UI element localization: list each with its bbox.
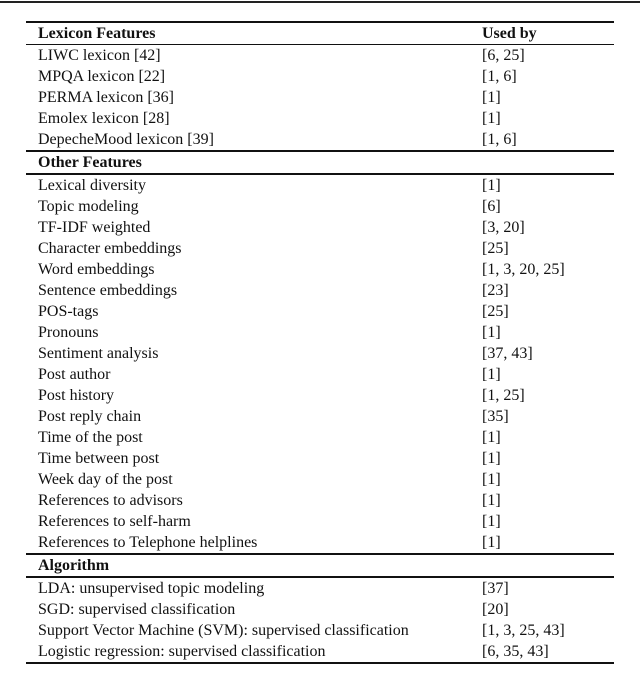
used-by-cell: [35] [482,408,509,425]
used-by-cell: [1] [482,429,501,446]
feature-cell: Post reply chain [38,408,142,425]
feature-cell: References to Telephone helplines [38,534,258,551]
feature-cell: Character embeddings [38,240,182,257]
used-by-cell: [1, 6] [482,131,517,148]
feature-cell: DepecheMood lexicon [39] [38,131,214,148]
used-by-cell: [6, 25] [482,47,525,64]
feature-cell: Time between post [38,450,160,467]
used-by-cell: [1] [482,450,501,467]
feature-cell: Topic modeling [38,198,139,215]
feature-cell: References to self-harm [38,513,191,530]
table-row [26,66,614,87]
table-row [26,45,614,66]
feature-cell: POS-tags [38,303,99,320]
used-by-cell: [25] [482,240,509,257]
feature-cell: Pronouns [38,324,99,341]
feature-cell: Emolex lexicon [28] [38,110,170,127]
feature-cell: TF-IDF weighted [38,219,151,236]
table-row [26,490,614,511]
table-row [26,238,614,259]
section-header-other-features [26,150,614,175]
feature-cell: PERMA lexicon [36] [38,89,174,106]
feature-cell: Time of the post [38,429,143,446]
table-row [26,364,614,385]
feature-cell: Sentiment analysis [38,345,159,362]
used-by-cell: [37] [482,580,509,597]
used-by-cell: [1] [482,366,501,383]
table-row [26,175,614,196]
section-title: Other Features [38,154,142,171]
table-row [26,87,614,108]
feature-cell: Sentence embeddings [38,282,178,299]
used-by-cell: [1] [482,177,501,194]
feature-cell: Word embeddings [38,261,155,278]
table-row [26,196,614,217]
feature-cell: Post history [38,387,115,404]
feature-cell: Week day of the post [38,471,173,488]
section-header-algorithm [26,553,614,578]
page-top-rule [0,1,640,3]
used-by-cell: [1] [482,534,501,551]
table-row [26,532,614,553]
used-by-cell: [1] [482,471,501,488]
table-row [26,217,614,238]
used-by-cell: [3, 20] [482,219,525,236]
table-row [26,385,614,406]
used-by-cell: [6] [482,198,501,215]
feature-cell: LIWC lexicon [42] [38,47,161,64]
table-row [26,280,614,301]
used-by-cell: [1] [482,110,501,127]
used-by-cell: [1, 3, 25, 43] [482,622,565,639]
feature-cell: Post author [38,366,111,383]
algorithm-section [26,578,614,662]
table-row [26,620,614,641]
table-row [26,578,614,599]
used-by-cell: [1, 25] [482,387,525,404]
table-row [26,259,614,280]
other-features-section [26,175,614,553]
feature-cell: Support Vector Machine (SVM): supervised classification [38,622,409,639]
feature-cell: Lexical diversity [38,177,146,194]
table-row [26,511,614,532]
table-row [26,343,614,364]
lexicon-section [26,45,614,150]
table-row [26,641,614,662]
table-row [26,448,614,469]
used-by-cell: [1] [482,492,501,509]
section-title: Algorithm [38,557,110,574]
used-by-cell: [23] [482,282,509,299]
table-header-row [26,23,614,45]
feature-cell: LDA: unsupervised topic modeling [38,580,265,597]
table-row [26,427,614,448]
feature-cell: SGD: supervised classification [38,601,236,618]
used-by-cell: [1] [482,89,501,106]
table-row [26,301,614,322]
table-row [26,322,614,343]
table-row [26,469,614,490]
feature-cell: MPQA lexicon [22] [38,68,166,85]
used-by-cell: [1] [482,324,501,341]
table-row [26,108,614,129]
features-table [26,21,614,664]
used-by-cell: [6, 35, 43] [482,643,549,660]
feature-cell: References to advisors [38,492,183,509]
used-by-cell: [1, 3, 20, 25] [482,261,565,278]
header-used-by: Used by [482,25,537,42]
used-by-cell: [20] [482,601,509,618]
used-by-cell: [1, 6] [482,68,517,85]
header-lexicon-features: Lexicon Features [38,25,156,42]
feature-cell: Logistic regression: supervised classification [38,643,326,660]
used-by-cell: [25] [482,303,509,320]
table-row [26,406,614,427]
table-row [26,129,614,150]
used-by-cell: [1] [482,513,501,530]
table-row [26,599,614,620]
used-by-cell: [37, 43] [482,345,533,362]
